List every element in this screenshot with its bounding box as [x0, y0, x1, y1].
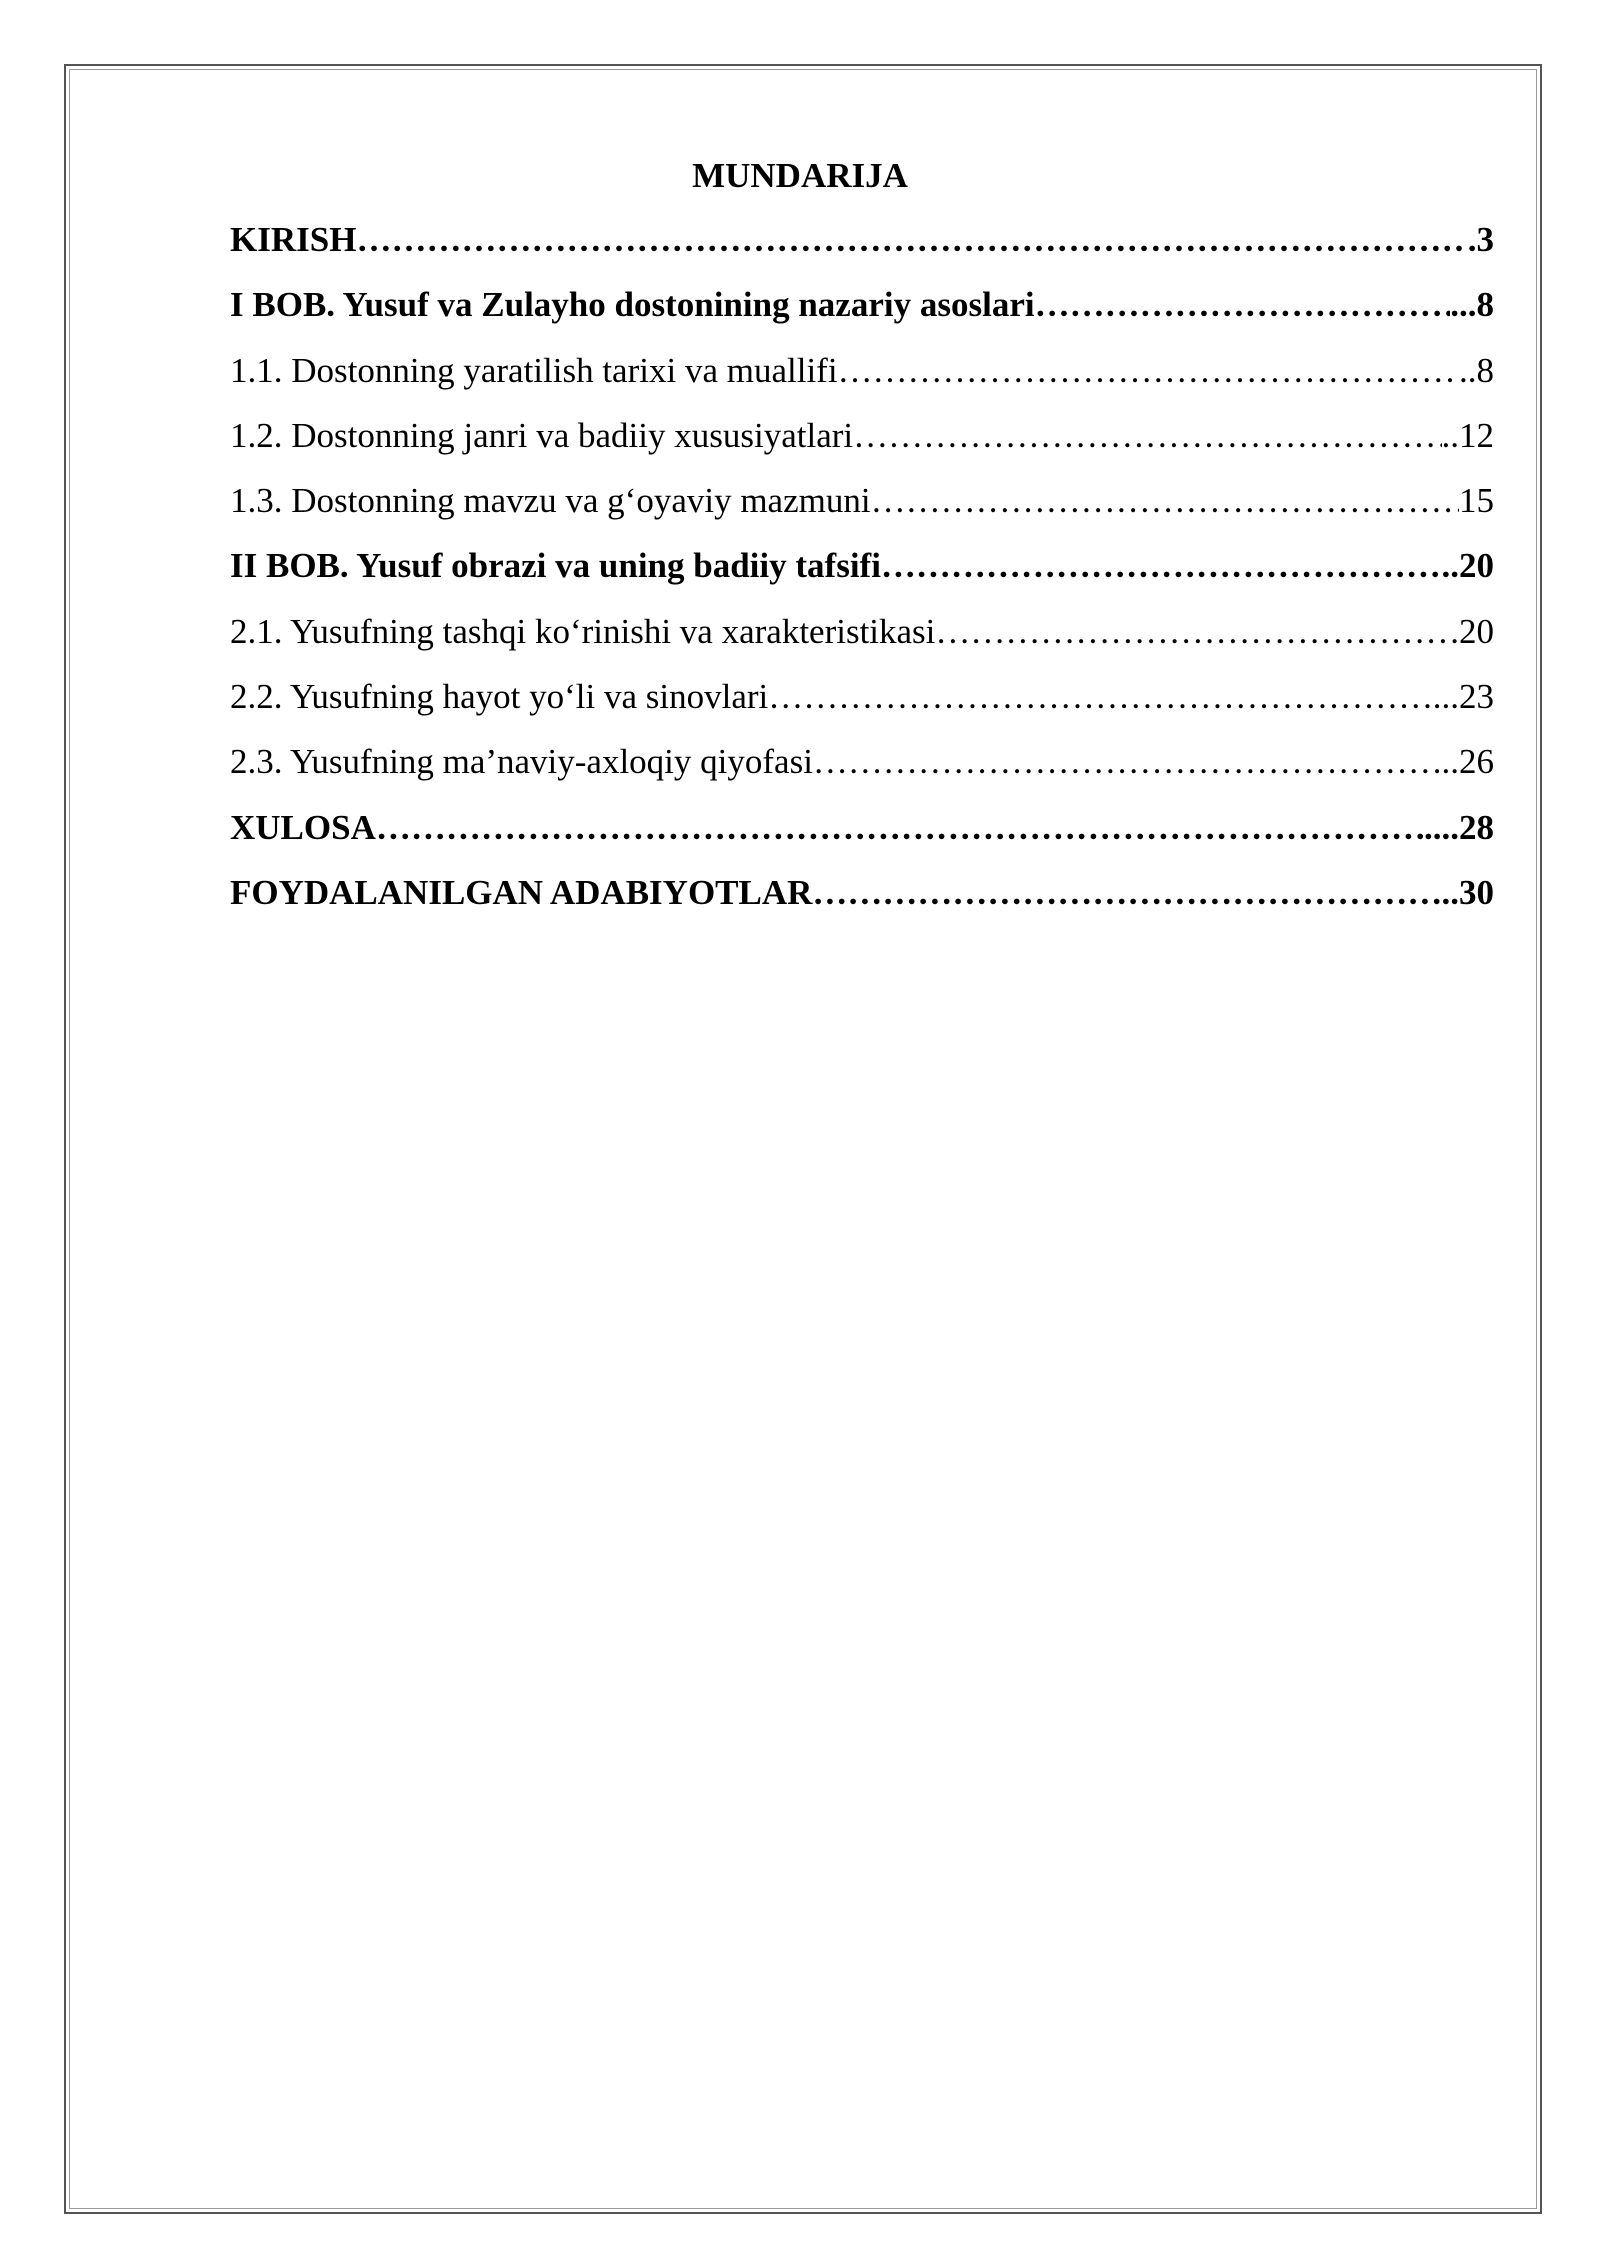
toc-entry-label: XULOSA [230, 807, 376, 847]
dot-leader [838, 347, 1459, 395]
toc-entry-page: ...8 [1450, 285, 1494, 325]
dot-leader [812, 869, 1441, 917]
toc-entry-label: 1.2. Dostonning janri va badiiy xususiyatlari [230, 415, 854, 455]
dot-leader [356, 216, 1467, 264]
toc-entry-label: 2.1. Yusufning tashqi ko‘rinishi va xarakteristikasi [230, 611, 936, 651]
toc-entry-section-1-3[interactable] [230, 477, 1494, 542]
toc-entry-page: ....28 [1424, 807, 1494, 847]
toc-entry-page: ..8 [1459, 350, 1494, 390]
toc-entry-label: I BOB. Yusuf va Zulayho dostonining nazariy asoslari [230, 285, 1035, 325]
toc-entry-section-1-1[interactable] [230, 347, 1494, 412]
dot-leader [1035, 281, 1451, 329]
toc-entry-page: ..30 [1441, 872, 1494, 912]
toc-entry-label: FOYDALANILGAN ADABIYOTLAR [230, 872, 813, 912]
toc-entry-label: KIRISH [230, 220, 357, 259]
toc-entry-section-2-2[interactable] [230, 673, 1494, 738]
dot-leader [853, 412, 1441, 460]
toc-entry-page: ..12 [1441, 415, 1494, 455]
toc-title: MUNDARIJA [692, 156, 908, 195]
toc-entry-page: ..20 [1441, 546, 1494, 586]
toc-entry-page: ..26 [1441, 742, 1494, 782]
toc-entry-chapter-2[interactable] [230, 542, 1494, 607]
toc-entry-chapter-1[interactable] [230, 281, 1494, 346]
toc-entry-label: 2.2. Yusufning hayot yo‘li va sinovlari [230, 677, 769, 717]
toc-entry-label: II BOB. Yusuf obrazi va uning badiiy tafsifi [230, 546, 881, 586]
toc-entry-page: .3 [1467, 220, 1494, 259]
dot-leader [871, 477, 1459, 525]
toc-entry-kirish[interactable] [230, 216, 1494, 281]
dot-leader [935, 608, 1459, 656]
dot-leader [376, 804, 1424, 852]
dot-leader [881, 542, 1442, 590]
toc-entry-xulosa[interactable] [230, 804, 1494, 869]
dot-leader [813, 738, 1442, 786]
toc-entry-section-2-1[interactable] [230, 608, 1494, 673]
dot-leader [768, 673, 1433, 721]
toc-entry-page: 15 [1459, 481, 1494, 521]
toc-entry-page: 20 [1459, 611, 1494, 651]
toc-entry-label: 1.1. Dostonning yaratilish tarixi va muallifi [230, 350, 838, 390]
toc-entry-section-2-3[interactable] [230, 738, 1494, 803]
toc-entry-page: ...23 [1432, 677, 1494, 717]
toc-entry-references[interactable] [230, 869, 1494, 934]
toc-entry-label: 1.3. Dostonning mavzu va g‘oyaviy mazmuni [230, 481, 871, 521]
toc-entry-label: 2.3. Yusufning ma’naviy-axloqiy qiyofasi [230, 742, 813, 782]
table-of-contents [230, 216, 1494, 934]
toc-entry-section-1-2[interactable] [230, 412, 1494, 477]
